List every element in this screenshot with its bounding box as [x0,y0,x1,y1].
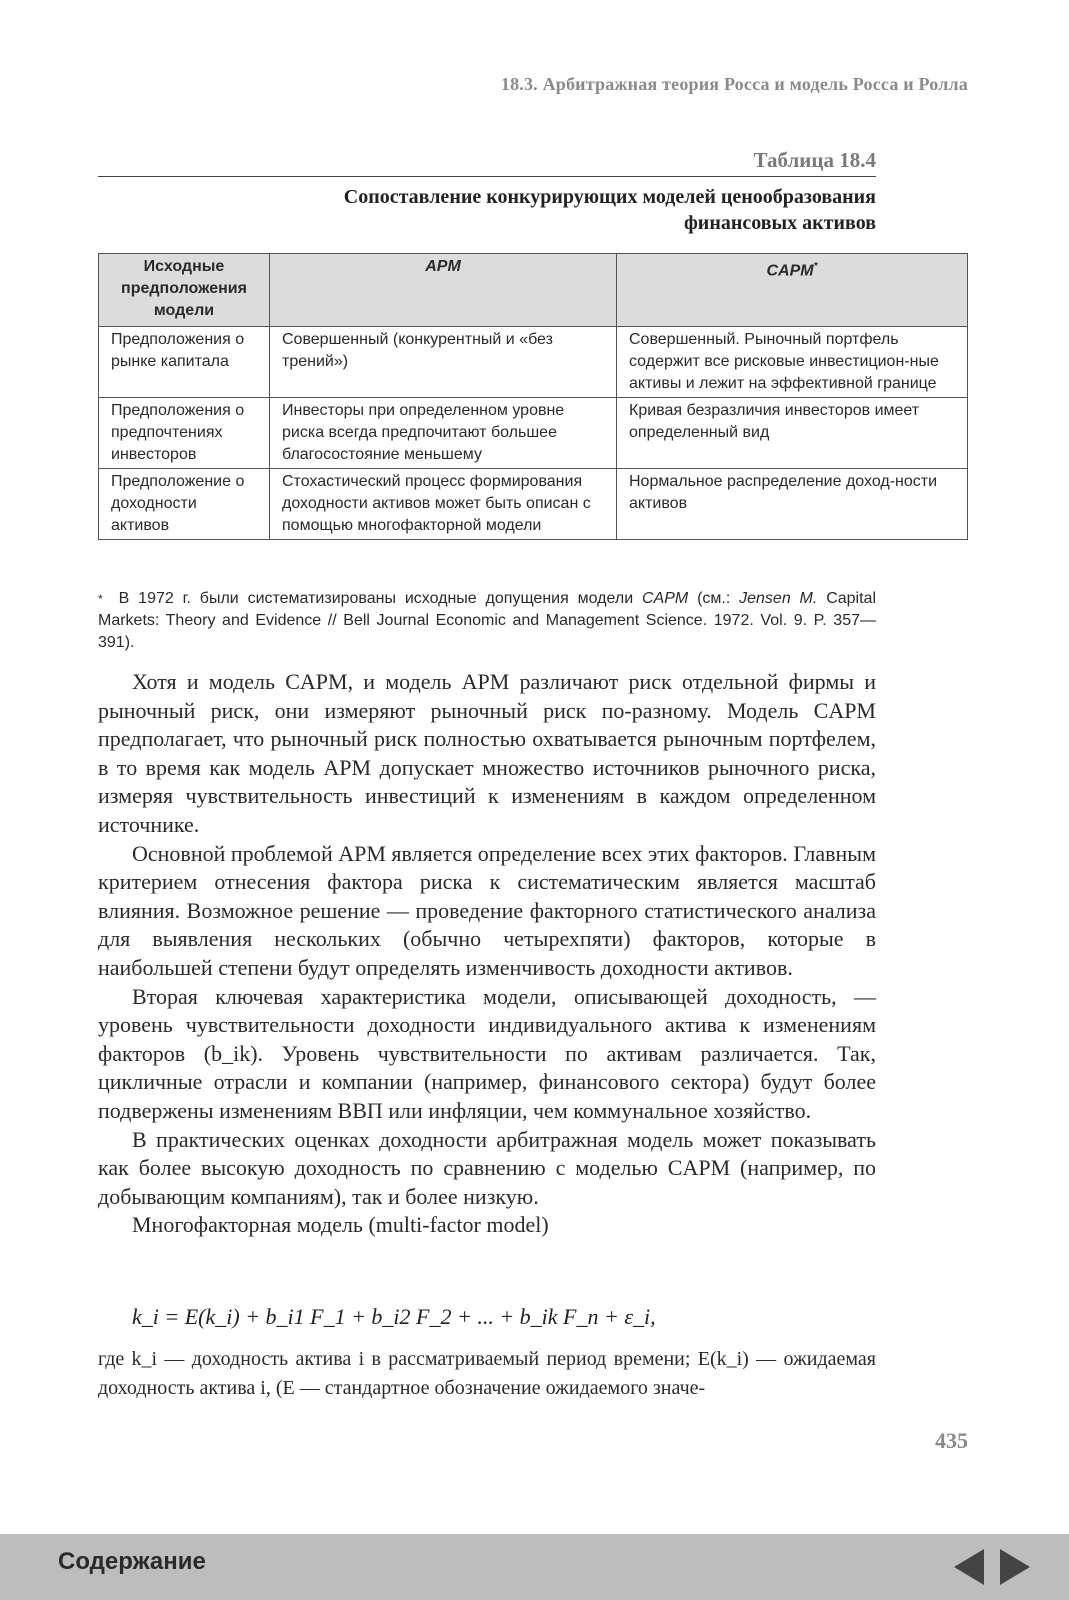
footnote-text-c: Capital Markets: Theory and Evidence // Bell Journal Economic and Management Science. 1972. Vol. 9. P. 357—391). [98,590,876,651]
triangle-left-icon[interactable] [954,1549,984,1585]
table-title-line-2: финансовых активов [683,212,876,234]
header-assumptions: Исходные предположения модели [99,254,270,327]
table-row [99,398,968,469]
table-cell: Совершенный. Рыночный портфель содержит все рисковые инвестицион-ные активы и лежит на эффективной границе [617,327,968,398]
running-head: 18.3. Арбитражная теория Росса и модель Росса и Ролла [500,74,968,94]
table-cell: Стохастический процесс формирования доходности активов может быть описан с помощью многофакторной модели [270,469,617,540]
body-text [98,668,876,1240]
footnote-text-b: (см.: [697,590,731,607]
comparison-table [98,253,968,540]
table-row [99,469,968,540]
table-cell: Кривая безразличия инвесторов имеет определенный вид [617,398,968,469]
table-title [98,184,876,236]
table-cell: Предположения о рынке капитала [99,327,270,398]
page-number: 435 [935,1428,968,1453]
paragraph: В практических оценках доходности арбитражная модель может показывать как более высокую доходность по сравнению с моделью CAPM (например, по добывающим компаниям), так и более низкую. [98,1126,876,1209]
table-header-row [99,254,968,327]
header-capm-footnote-mark: * [813,261,818,272]
table-cell: Предположение о доходности активов [99,469,270,540]
header-apm: APM [270,254,617,327]
table-cell: Совершенный (конкурентный и «без трений») [270,327,617,398]
paragraph: Основной проблемой APM является определение всех этих факторов. Главным критерием отнесения фактора риска к систематическим является масштаб влияния. Возможное решение — проведение факторного статистического анализа для выявления нескольких (обычно четырехпяти) факторов, которые в наибольшей степени будут определять изменчивость доходности активов. [98,840,876,980]
paragraph: Хотя и модель CAPM, и модель APM различают риск отдельной фирмы и рыночный риск, они измеряют рыночный риск по-разному. Модель CAPM предполагает, что рыночный риск полностью охватывается рыночным портфелем, в то время как модель APM допускает множество источников рыночного риска, измеряя чувствительность инвестиций к изменениям в каждом определенном источнике. [98,669,876,837]
formula-explanation: где k_i — доходность актива i в рассматриваемый период времени; E(k_i) — ожидаемая доходность актива i, (E — стандартное обозначение ожидаемого значе- [98,1348,876,1399]
multi-factor-formula: k_i = E(k_i) + b_i1 F_1 + b_i2 F_2 + ... + b_ik F_n + ε_i, [132,1304,656,1329]
footnote-text-a: В 1972 г. были систематизированы исходные допущения модели [118,590,634,607]
navigation-bar [0,1534,1069,1600]
footnote-capm: CAPM [641,590,689,607]
header-capm [617,254,968,327]
footnote-mark: * [98,592,103,606]
paragraph: Вторая ключевая характеристика модели, описывающей доходность, — уровень чувствительности доходности индивидуального актива к изменениям факторов (b_ik). Уровень чувствительности по активам различается. Так, цикличные отрасли и компании (например, финансового сектора) будут более подвержены изменениям ВВП или инфляции, чем коммунальное хозяйство. [98,983,876,1123]
table-footnote [98,588,876,654]
contents-link[interactable]: Содержание [58,1548,206,1575]
table-row [99,327,968,398]
footnote-author: Jensen M. [739,590,818,607]
table-cell: Инвесторы при определенном уровне риска всегда предпочитают большее благосостояние меньшему [270,398,617,469]
header-capm-label: CAPM [766,262,814,280]
paragraph: Многофакторная модель (multi-factor model) [132,1212,549,1238]
table-cell: Нормальное распределение доход-ности активов [617,469,968,540]
table-number: Таблица 18.4 [753,148,876,172]
triangle-right-icon[interactable] [1000,1549,1030,1585]
table-title-line-1: Сопоставление конкурирующих моделей ценообразования [343,186,876,208]
table-rule [98,176,876,177]
table-cell: Предположения о предпочтениях инвесторов [99,398,270,469]
